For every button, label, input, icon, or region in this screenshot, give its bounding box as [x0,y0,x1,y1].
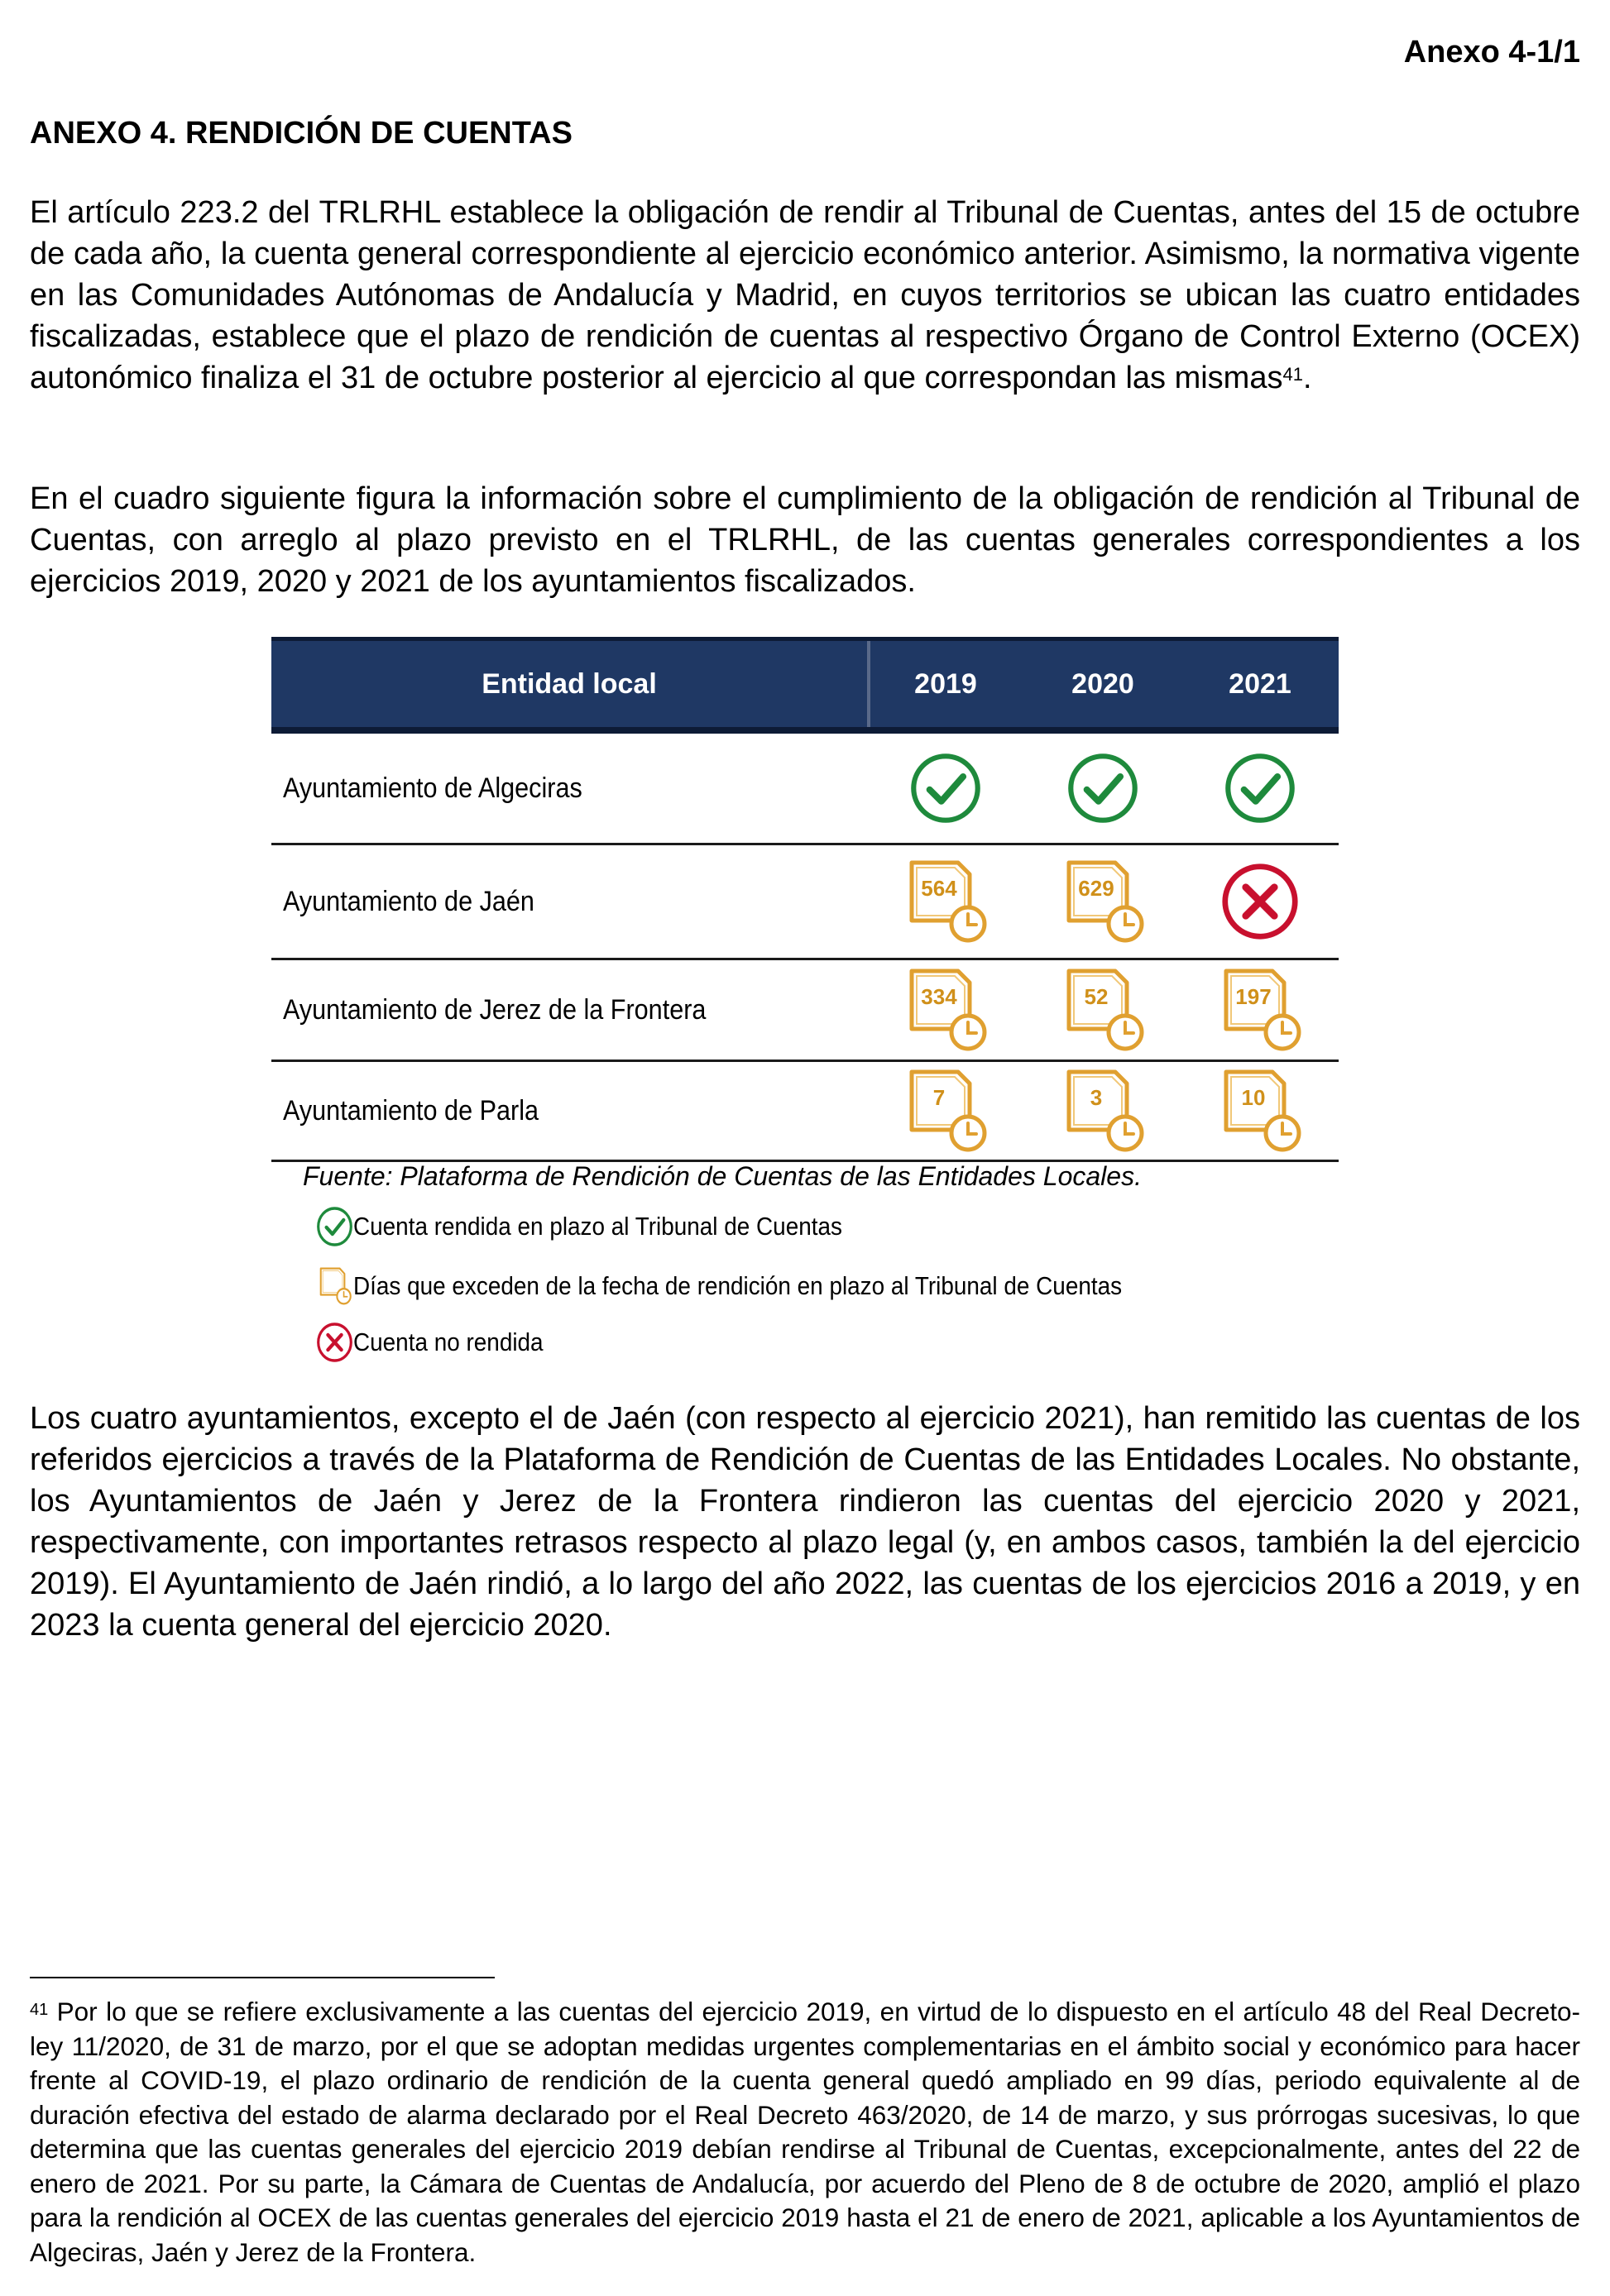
late-days-badge [900,1065,991,1156]
late-days-value: 3 [1090,1085,1103,1110]
status-cell-2020 [1024,960,1181,1060]
table-source: Fuente: Plataforma de Rendición de Cuentas de las Entidades Locales. [303,1161,1142,1191]
late-days-badge [1057,1065,1148,1156]
footnote-number: 41 [30,2001,49,2019]
legend-label: Días que exceden de la fecha de rendición en plazo al Tribunal de Cuentas [353,1271,1123,1300]
status-cell-2020 [1024,845,1181,958]
paragraph-intro-text: El artículo 223.2 del TRLRHL establece la obligación de rendir al Tribunal de Cuentas, antes del 15 de octubre de cada año, la cuenta general correspondiente al ejercicio económico anterior. Asimismo, la normativa vigente en las Comunidades Autónomas de Andalucía y Madrid, en cuyos territorios se ubican las cuatro entidades fiscalizadas, establece que el plazo de rendición de cuentas al respectivo Órgano de Control Externo (OCEX) autonómico finaliza el 31 de octubre posterior al ejercicio al que correspondan las mismas [30,195,1580,395]
check-circle-icon [316,1206,353,1247]
late-days-badge [1215,1065,1306,1156]
late-days-badge [1057,856,1148,947]
footnote [30,1995,1580,2270]
legend-item-not-rendered [316,1322,544,1363]
cross-circle-icon [316,1322,353,1363]
entity-name: Ayuntamiento de Jerez de la Frontera [283,993,707,1026]
late-days-value: 7 [932,1085,946,1110]
late-days-value: 564 [921,876,957,901]
status-cell-2019 [867,845,1024,958]
status-cell-2019 [867,960,1024,1060]
document-clock-icon [1057,964,1148,1055]
check-circle-icon [909,752,982,825]
late-days-value: 52 [1084,984,1109,1009]
late-days-value: 197 [1235,984,1272,1009]
footnote-reference[interactable]: 41 [1282,364,1303,385]
document-clock-icon [900,856,991,947]
status-cell-2020 [1024,1062,1181,1160]
annex-label: Anexo 4-1/1 [1403,35,1580,69]
late-days-badge [1215,964,1306,1055]
document-clock-icon [900,1065,991,1156]
status-cell-2021 [1181,960,1339,1060]
status-cell-2021 [1181,734,1339,843]
footnote-text: Por lo que se refiere exclusivamente a las cuentas del ejercicio 2019, en virtud de lo dispuesto en el artículo 48 del Real Decreto-ley 11/2020, de 31 de marzo, por el que se adoptan medidas urgentes complementarias en el ámbito social y económico para hacer frente al COVID-19, el plazo ordinario de rendición de la cuenta general quedó ampliado en 99 días, periodo equivalente al de duración efectiva del estado de alarma declarado por el Real Decreto 463/2020, de 14 de marzo, y sus prórrogas sucesivas, lo que determina que las cuentas generales del ejercicio 2019 debían rendirse al Tribunal de Cuentas, excepcionalmente, antes del 22 de enero de 2021. Por su parte, la Cámara de Cuentas de Andalucía, por acuerdo del Pleno de 8 de octubre de 2020, amplió el plazo para la rendición al OCEX de las cuentas generales del ejercicio 2019 hasta el 21 de enero de 2021, aplicable a los Ayuntamientos de Algeciras, Jaén y Jerez de la Frontera. [30,1997,1580,2267]
table-row [271,1062,1339,1162]
entity-name: Ayuntamiento de Jaén [283,885,534,917]
document-clock-icon [1057,856,1148,947]
compliance-table [271,637,1339,1162]
status-cell-2021 [1181,1062,1339,1160]
legend-label: Cuenta rendida en plazo al Tribunal de Cuentas [353,1212,842,1241]
paragraph-conclusion: Los cuatro ayuntamientos, excepto el de Jaén (con respecto al ejercicio 2021), han remitido las cuentas de los referidos ejercicios a través de la Plataforma de Rendición de Cuentas de las Entidades Locales. No obstante, los Ayuntamientos de Jaén y Jerez de la Frontera rindieron las cuentas del ejercicio 2020 y 2021, respectivamente, con importantes retrasos respecto al plazo legal (y, en ambos casos, también la del ejercicio 2019). El Ayuntamiento de Jaén rindió, a lo largo del año 2022, las cuentas de los ejercicios 2016 a 2019, y en 2023 la cuenta general del ejercicio 2020. [30,1401,1580,1643]
table-header [271,637,1339,727]
late-days-value: 334 [921,984,957,1009]
late-days-badge [900,856,991,947]
document-clock-icon [316,1265,353,1307]
section-title: ANEXO 4. RENDICIÓN DE CUENTAS [30,116,573,151]
check-circle-icon [1066,752,1139,825]
table-row [271,845,1339,960]
header-entity: Entidad local [482,668,657,700]
header-2019: 2019 [914,668,977,700]
late-days-badge [900,964,991,1055]
status-cell-2019 [867,734,1024,843]
table-row [271,960,1339,1062]
paragraph-intro-end: . [1302,361,1312,395]
header-2021: 2021 [1229,668,1291,700]
entity-name: Ayuntamiento de Algeciras [283,772,582,804]
paragraph-table-intro: En el cuadro siguiente figura la información sobre el cumplimiento de la obligación de rendición al Tribunal de Cuentas, con arreglo al plazo previsto en el TRLRHL, de las cuentas generales correspondientes a los ejercicios 2019, 2020 y 2021 de los ayuntamientos fiscalizados. [30,481,1580,599]
cross-circle-icon [1220,862,1300,941]
legend-item-on-time [316,1206,842,1247]
legend-item-late-days [316,1265,1122,1307]
status-cell-2019 [867,1062,1024,1160]
late-days-value: 10 [1241,1085,1266,1110]
document-clock-icon [1215,1065,1306,1156]
table-row [271,734,1339,845]
header-underline [271,727,1339,734]
paragraph-intro [30,192,1580,399]
late-days-value: 629 [1078,876,1114,901]
entity-name: Ayuntamiento de Parla [283,1094,539,1126]
document-clock-icon [900,964,991,1055]
status-cell-2020 [1024,734,1181,843]
late-days-badge [1057,964,1148,1055]
legend-label: Cuenta no rendida [353,1327,544,1356]
footnote-divider [30,1977,495,1978]
status-cell-2021 [1181,845,1339,958]
document-clock-icon [1215,964,1306,1055]
document-clock-icon [1057,1065,1148,1156]
check-circle-icon [1224,752,1296,825]
header-2020: 2020 [1071,668,1134,700]
